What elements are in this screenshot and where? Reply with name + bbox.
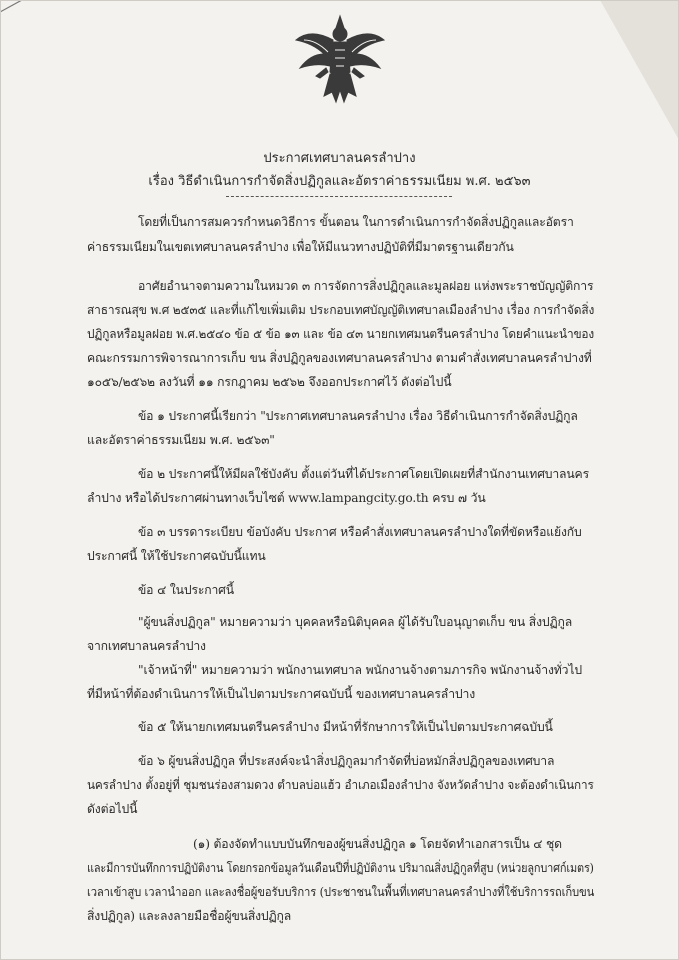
- clause-6: ข้อ ๖ ผู้ขนสิ่งปฏิกูล ที่ประสงค์จะนำสิ่งปฏิกูลมากำจัดที่บ่อหมักสิ่งปฏิกูลของเทศบาล: [138, 754, 555, 768]
- body-line: สิ่งปฏิกูล) และลงลายมือชื่อผู้ขนสิ่งปฏิกูล: [87, 909, 292, 923]
- body-line: ลำปาง หรือได้ประกาศผ่านทางเว็บไซต์ www.lampangcity.go.th ครบ ๗ วัน: [87, 491, 486, 505]
- body-line: สาธารณสุข พ.ศ ๒๕๓๕ และที่แก้ไขเพิ่มเติม ประกอบเทศบัญญัติเทศบาลเมืองลำปาง เรื่อง การกำจัดสิ่ง: [87, 303, 595, 317]
- clause-2: ข้อ ๒ ประกาศนี้ให้มีผลใช้บังคับ ตั้งแต่วันที่ได้ประกาศโดยเปิดเผยที่สำนักงานเทศบาลนคร: [138, 467, 589, 481]
- clause-1: ข้อ ๑ ประกาศนี้เรียกว่า "ประกาศเทศบาลนครลำปาง เรื่อง วิธีดำเนินการกำจัดสิ่งปฏิกูล: [138, 409, 578, 423]
- definition-officer: "เจ้าหน้าที่" หมายความว่า พนักงานเทศบาล พนักงานจ้างตามภารกิจ พนักงานจ้างทั่วไป: [138, 663, 582, 677]
- body-line: ดังต่อไปนี้: [87, 802, 138, 816]
- definition-transporter: "ผู้ขนสิ่งปฏิกูล" หมายความว่า บุคคลหรือนิติบุคคล ผู้ได้รับใบอนุญาตเก็บ ขน สิ่งปฏิกูล: [138, 615, 573, 629]
- clause-3: ข้อ ๓ บรรดาระเบียบ ข้อบังคับ ประกาศ หรือคำสั่งเทศบาลนครลำปางใดที่ขัดหรือแย้งกับ: [138, 525, 582, 539]
- body-line: ค่าธรรมเนียมในเขตเทศบาลนครลำปาง เพื่อให้มีแนวทางปฏิบัติที่มีมาตรฐานเดียวกัน: [87, 240, 514, 254]
- body-line: นครลำปาง ตั้งอยู่ที่ ชุมชนร่องสามดวง ตำบลบ่อแฮ้ว อำเภอเมืองลำปาง จังหวัดลำปาง จะต้องดำเนินการ: [87, 778, 594, 792]
- body-line: อาศัยอำนาจตามความในหมวด ๓ การจัดการสิ่งปฏิกูลและมูลฝอย แห่งพระราชบัญญัติการ: [138, 279, 594, 293]
- body-line: ที่มีหน้าที่ต้องดำเนินการให้เป็นไปตามประกาศฉบับนี้ ของเทศบาลนครลำปาง: [87, 687, 476, 701]
- document-subject: เรื่อง วิธีดำเนินการกำจัดสิ่งปฏิกูลและอัตราค่าธรรมเนียม พ.ศ. ๒๕๖๓: [148, 174, 531, 189]
- clause-4: ข้อ ๔ ในประกาศนี้: [138, 583, 234, 597]
- body-line: ประกาศนี้ ให้ใช้ประกาศฉบับนี้แทน: [87, 549, 266, 563]
- body-line: ๑๐๕๖/๒๕๖๒ ลงวันที่ ๑๑ กรกฎาคม ๒๕๖๒ จึงออกประกาศไว้ ดังต่อไปนี้: [87, 375, 452, 389]
- body-line: จากเทศบาลนครลำปาง: [87, 639, 206, 653]
- document-title: ประกาศเทศบาลนครลำปาง: [263, 151, 416, 166]
- title-divider: [226, 196, 452, 197]
- body-line: คณะกรรมการพิจารณาการเก็บ ขน สิ่งปฏิกูลของเทศบาลนครลำปาง ตามคำสั่งเทศบาลนครลำปางที่: [87, 351, 592, 365]
- body-line: เวลาเข้าสูบ เวลานำออก และลงชื่อผู้ขอรับบริการ (ประชาชนในพื้นที่เทศบาลนครลำปางที่ใช้บริการรถเก็บขน: [87, 885, 595, 899]
- clause-5: ข้อ ๕ ให้นายกเทศมนตรีนครลำปาง มีหน้าที่รักษาการให้เป็นไปตามประกาศฉบับนี้: [138, 720, 553, 734]
- sub-clause-1: (๑) ต้องจัดทำแบบบันทึกของผู้ขนสิ่งปฏิกูล ๑ โดยจัดทำเอกสารเป็น ๔ ชุด: [193, 837, 562, 851]
- body-line: โดยที่เป็นการสมควรกำหนดวิธีการ ขั้นตอน ในการดำเนินการกำจัดสิ่งปฏิกูลและอัตรา: [138, 215, 574, 229]
- garuda-emblem: [290, 10, 390, 110]
- body-line: และอัตราค่าธรรมเนียม พ.ศ. ๒๕๖๓": [87, 433, 275, 447]
- body-line: ปฏิกูลหรือมูลฝอย พ.ศ.๒๕๔๐ ข้อ ๕ ข้อ ๑๓ และ ข้อ ๔๓ นายกเทศมนตรีนครลำปาง โดยคำแนะนำของ: [87, 327, 595, 341]
- body-line: และมีการบันทึกการปฏิบัติงาน โดยกรอกข้อมูลวันเดือนปีที่ปฏิบัติงาน ปริมาณสิ่งปฏิกูลที่สูบ (หน่วยลูกบาศก์เมตร): [87, 861, 594, 875]
